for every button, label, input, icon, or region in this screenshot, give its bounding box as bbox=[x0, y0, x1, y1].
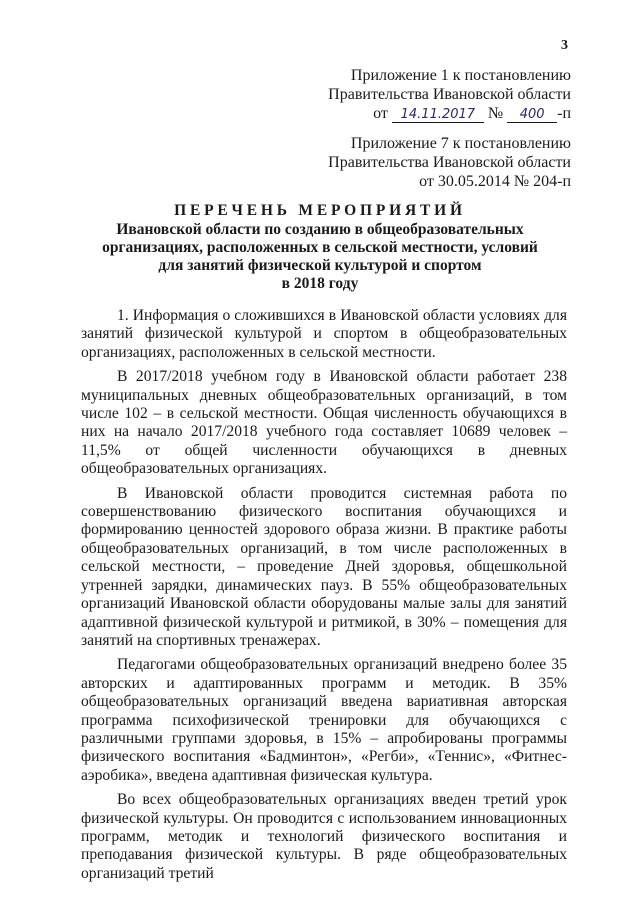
appendix-1-date-line bbox=[328, 104, 571, 123]
from-label: от bbox=[373, 105, 388, 122]
appendix-1-line2: Правительства Ивановской области bbox=[328, 86, 571, 103]
handwritten-date: 14.11.2017 bbox=[392, 107, 484, 123]
paragraph-1: 1. Информация о сложившихся в Ивановской области условиях для занятий физической культурой и спортом в общеобразовательных организациях, расположенных в сельской местности. bbox=[81, 307, 567, 361]
paragraph-5: Во всех общеобразовательных организациях введен третий урок физической культуры. Он проводится с использованием инновационных программ, методик и технологий физического воспитания и преподавания физической культуры. В ряде общеобразовательных организаций третий bbox=[81, 791, 567, 882]
title-sub-3: для занятий физической культурой и спортом bbox=[158, 257, 482, 274]
appendix-7-header bbox=[328, 134, 571, 191]
number-suffix: -п bbox=[557, 105, 571, 122]
title-sub-4: в 2018 году bbox=[281, 275, 359, 292]
paragraph-4: Педагогами общеобразовательных организаций внедрено более 35 авторских и адаптированных программ и методик. В 35% общеобразовательных организаций введена вариативная авторская программа психофизической тренировки для обучающихся с различными группами здоровья, в 15% – апробированы программы физического воспитания «Бадминтон», «Регби», «Теннис», «Фитнес-аэробика», введена адаптивная физическая культура. bbox=[81, 656, 567, 784]
document-body bbox=[81, 307, 567, 889]
number-label: № bbox=[487, 105, 504, 122]
appendix-1-header bbox=[328, 66, 571, 123]
document-title bbox=[100, 200, 540, 293]
page-number: 3 bbox=[561, 38, 568, 53]
appendix-1-line1: Приложение 1 к постановлению bbox=[350, 67, 571, 84]
title-main: ПЕРЕЧЕНЬ МЕРОПРИЯТИЙ bbox=[174, 202, 466, 219]
appendix-7-line3: от 30.05.2014 № 204-п bbox=[419, 173, 571, 190]
paragraph-2: В 2017/2018 учебном году в Ивановской области работает 238 муниципальных дневных общеобразовательных организаций, в том числе 102 – в сельской местности. Общая численность обучающихся в них на начало 2017/2018 учебного года составляет 10689 человек – 11,5% от общей численности обучающихся в дневных общеобразовательных организациях. bbox=[81, 368, 567, 478]
title-sub-1: Ивановской области по созданию в общеобразовательных bbox=[116, 221, 524, 238]
appendix-7-line1: Приложение 7 к постановлению bbox=[350, 135, 571, 152]
appendix-7-line2: Правительства Ивановской области bbox=[328, 154, 571, 171]
title-sub-2: организациях, расположенных в сельской местности, условий bbox=[102, 239, 538, 256]
handwritten-number: 400 bbox=[507, 107, 557, 123]
paragraph-3: В Ивановской области проводится системная работа по совершенствованию физического воспитания обучающихся и формированию ценностей здорового образа жизни. В практике работы общеобразовательных организаций, в том числе расположенных в сельской местности, – проведение Дней здоровья, общешкольной утренней зарядки, динамических пауз. В 55% общеобразовательных организаций Ивановской области оборудованы малые залы для занятий адаптивной физической культурой и ритмикой, в 30% – помещения для занятий на спортивных тренажерах. bbox=[81, 484, 567, 649]
